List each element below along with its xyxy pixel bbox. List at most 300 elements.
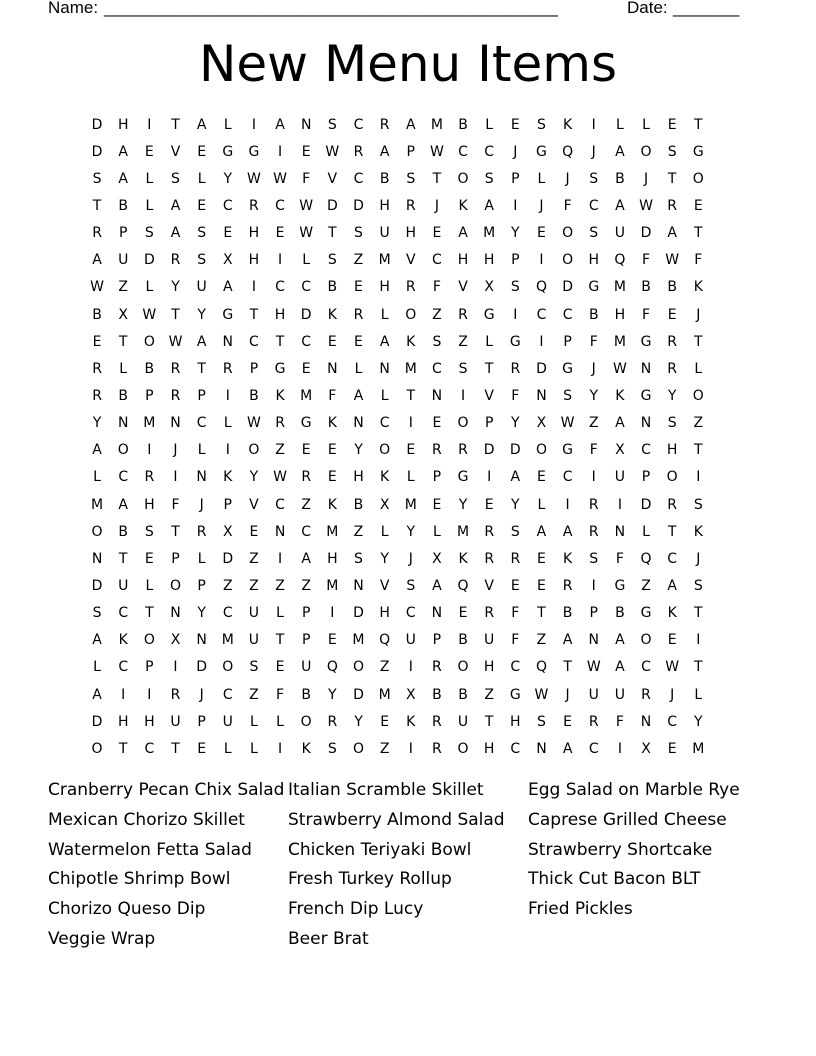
grid-letter: J (539, 197, 544, 214)
grid-letter: P (589, 605, 598, 622)
grid-letter: F (302, 170, 311, 187)
grid-letter: I (408, 659, 413, 676)
grid-letter: J (199, 496, 204, 513)
grid-letter: E (667, 632, 677, 649)
grid-letter: S (693, 577, 703, 594)
grid-letter: V (249, 496, 259, 513)
grid-letter: A (615, 632, 625, 649)
grid-letter: V (170, 143, 181, 160)
grid-letter: E (197, 740, 207, 757)
grid-letter: D (222, 550, 234, 567)
grid-letter: E (327, 469, 337, 486)
grid-letter: H (379, 605, 390, 622)
grid-letter: E (197, 143, 207, 160)
grid-letter: D (91, 713, 103, 730)
grid-letter: L (485, 116, 494, 133)
grid-letter: P (197, 713, 206, 730)
grid-letter: H (274, 306, 286, 323)
grid-letter: W (246, 170, 261, 187)
grid-letter: F (432, 279, 441, 296)
grid-letter: N (170, 605, 181, 622)
grid-letter: A (118, 496, 128, 513)
date-label: Date: (627, 0, 668, 17)
grid-letter: O (562, 225, 574, 242)
grid-letter: Q (326, 659, 338, 676)
grid-letter: L (250, 713, 258, 730)
grid-row (84, 138, 711, 165)
grid-letter: I (539, 252, 544, 269)
grid-letter: B (562, 605, 573, 622)
grid-letter: T (406, 387, 416, 404)
grid-letter: N (222, 333, 234, 350)
grid-letter: L (380, 306, 389, 323)
grid-letter: A (301, 550, 311, 567)
grid-letter: I (460, 387, 466, 404)
grid-letter: O (457, 740, 469, 757)
grid-letter: I (408, 415, 413, 432)
grid-letter: B (353, 496, 364, 513)
grid-letter: B (615, 605, 625, 622)
grid-letter: I (696, 632, 701, 649)
grid-letter: R (458, 442, 468, 459)
grid-letter: D (353, 605, 364, 622)
grid-letter: S (484, 170, 494, 187)
grid-letter: X (222, 523, 233, 540)
grid-letter: K (667, 605, 677, 622)
grid-letter: L (223, 740, 232, 757)
grid-letter: R (458, 306, 468, 323)
grid-letter: C (275, 496, 285, 513)
word-list-item: Thick Cut Bacon BLT (528, 869, 701, 890)
grid-letter: M (613, 333, 626, 350)
grid-letter: S (144, 225, 154, 242)
grid-letter: L (302, 252, 311, 269)
grid-letter: F (563, 197, 572, 214)
grid-letter: C (458, 143, 468, 160)
grid-letter: S (432, 333, 442, 350)
grid-letter: I (225, 387, 230, 404)
grid-letter: R (353, 306, 364, 323)
grid-letter: E (301, 143, 311, 160)
grid-letter: K (615, 387, 625, 404)
grid-letter: R (92, 225, 102, 242)
grid-letter: I (617, 740, 622, 757)
grid-letter: W (612, 360, 627, 377)
grid-letter: U (457, 713, 469, 730)
grid-letter: B (118, 523, 129, 540)
grid-letter: C (275, 279, 285, 296)
grid-row (84, 274, 711, 301)
grid-letter: F (276, 686, 285, 703)
word-list-item: Veggie Wrap (48, 928, 156, 949)
grid-letter: R (405, 197, 416, 214)
grid-letter: U (379, 225, 390, 242)
grid-row (84, 247, 711, 274)
grid-letter: D (562, 279, 573, 296)
grid-letter: E (563, 713, 573, 730)
grid-letter: R (510, 550, 521, 567)
grid-letter: X (170, 632, 181, 649)
grid-row (84, 627, 711, 654)
grid-letter: C (405, 605, 416, 622)
grid-letter: K (223, 469, 233, 486)
grid-letter: E (537, 469, 546, 486)
grid-letter: O (666, 469, 678, 486)
grid-letter: W (665, 659, 680, 676)
grid-letter: H (248, 252, 260, 269)
grid-letter: U (170, 713, 181, 730)
grid-letter: X (379, 496, 390, 513)
grid-letter: H (117, 713, 129, 730)
grid-letter: P (641, 469, 651, 486)
grid-letter: W (586, 659, 601, 676)
grid-letter: M (326, 523, 339, 540)
grid-letter: B (327, 279, 338, 296)
grid-letter: G (640, 333, 652, 350)
grid-letter: B (118, 387, 129, 404)
grid-letter: I (487, 469, 492, 486)
grid-letter: F (641, 306, 651, 323)
grid-letter: P (145, 659, 154, 676)
grid-letter: J (434, 197, 439, 214)
grid-letter: R (379, 116, 390, 133)
grid-letter: C (275, 197, 285, 214)
grid-letter: P (432, 632, 442, 649)
grid-letter: L (694, 360, 703, 377)
grid-letter: H (117, 116, 129, 133)
grid-letter: D (483, 442, 495, 459)
grid-letter: O (91, 523, 103, 540)
grid-letter: A (536, 523, 547, 540)
grid-row (84, 491, 711, 518)
grid-letter: Z (588, 415, 599, 432)
grid-letter: M (430, 116, 443, 133)
grid-letter: J (565, 686, 570, 703)
grid-letter: U (118, 252, 129, 269)
grid-letter: A (667, 577, 677, 594)
grid-letter: R (170, 360, 181, 377)
grid-row (84, 545, 711, 572)
grid-letter: S (510, 523, 520, 540)
grid-letter: O (405, 306, 417, 323)
grid-letter: O (457, 170, 469, 187)
grid-letter: Z (275, 442, 285, 459)
grid-letter: H (379, 279, 390, 296)
grid-letter: M (221, 632, 234, 649)
grid-letter: T (118, 550, 128, 567)
grid-letter: L (537, 496, 546, 513)
grid-letter: P (301, 632, 311, 649)
grid-letter: M (404, 496, 417, 513)
grid-letter: Y (223, 170, 233, 187)
grid-letter: R (588, 523, 599, 540)
grid-letter: Y (458, 496, 468, 513)
grid-letter: L (119, 360, 128, 377)
grid-letter: I (277, 550, 283, 567)
grid-letter: E (275, 659, 285, 676)
grid-letter: I (539, 333, 544, 350)
grid-letter: O (143, 632, 155, 649)
word-list-item: Fried Pickles (528, 899, 633, 920)
grid-letter: O (117, 442, 129, 459)
grid-letter: L (354, 360, 363, 377)
grid-letter: C (667, 550, 678, 567)
grid-letter: D (196, 659, 208, 676)
grid-letter: T (118, 740, 128, 757)
grid-letter: I (147, 442, 152, 459)
grid-letter: P (511, 170, 520, 187)
grid-letter: H (483, 740, 495, 757)
grid-letter: K (380, 469, 390, 486)
grid-letter: B (92, 306, 102, 323)
grid-letter: F (511, 387, 520, 404)
grid-letter: E (249, 523, 259, 540)
grid-letter: E (301, 360, 311, 377)
grid-letter: R (353, 143, 364, 160)
grid-letter: A (92, 686, 102, 703)
grid-letter: Z (353, 523, 364, 540)
grid-letter: D (91, 116, 103, 133)
grid-letter: O (222, 659, 234, 676)
grid-letter: H (510, 713, 521, 730)
word-list-item: Cranberry Pecan Chix Salad (48, 780, 285, 800)
grid-row (84, 328, 711, 355)
grid-letter: Z (222, 577, 233, 594)
grid-letter: T (694, 225, 703, 242)
grid-letter: C (144, 740, 155, 757)
grid-letter: E (537, 577, 546, 594)
grid-letter: A (92, 442, 102, 459)
grid-letter: N (588, 632, 599, 649)
grid-letter: B (615, 170, 625, 187)
grid-letter: I (513, 197, 518, 214)
grid-letter: E (327, 333, 337, 350)
grid-letter: O (457, 415, 469, 432)
grid-letter: I (147, 686, 152, 703)
grid-letter: C (301, 279, 312, 296)
grid-letter: H (483, 659, 495, 676)
grid-letter: I (565, 496, 570, 513)
grid-row (84, 654, 711, 681)
grid-letter: H (588, 252, 599, 269)
grid-letter: E (537, 225, 546, 242)
grid-letter: H (327, 550, 338, 567)
grid-row (84, 735, 711, 762)
grid-letter: R (92, 360, 102, 377)
grid-letter: T (171, 740, 180, 757)
grid-row (84, 600, 711, 627)
grid-letter: O (143, 333, 155, 350)
grid-letter: R (667, 197, 678, 214)
grid-letter: N (300, 116, 312, 133)
grid-letter: K (406, 333, 416, 350)
grid-row (84, 708, 711, 735)
grid-letter: G (509, 333, 521, 350)
grid-letter: S (197, 252, 207, 269)
grid-letter: C (562, 306, 573, 323)
grid-letter: G (457, 469, 469, 486)
grid-letter: T (694, 333, 703, 350)
grid-letter: S (327, 116, 337, 133)
grid-letter: A (196, 333, 207, 350)
grid-letter: E (301, 442, 311, 459)
grid-letter: M (692, 740, 705, 757)
grid-letter: X (615, 442, 625, 459)
grid-letter: R (588, 496, 599, 513)
grid-letter: G (248, 143, 260, 160)
grid-row (84, 355, 711, 382)
grid-letter: R (484, 523, 495, 540)
grid-letter: N (640, 415, 652, 432)
grid-letter: S (510, 279, 520, 296)
grid-letter: R (327, 713, 338, 730)
grid-letter: G (300, 415, 312, 432)
grid-letter: X (536, 415, 547, 432)
grid-letter: A (510, 469, 521, 486)
grid-letter: T (694, 116, 703, 133)
grid-letter: O (91, 740, 103, 757)
grid-letter: G (640, 387, 652, 404)
grid-letter: Y (511, 225, 520, 242)
grid-letter: S (406, 170, 416, 187)
grid-letter: Y (354, 442, 363, 459)
grid-row (84, 681, 711, 708)
grid-letter: P (301, 605, 311, 622)
grid-letter: T (563, 659, 572, 676)
grid-letter: A (353, 387, 364, 404)
grid-letter: L (642, 523, 650, 540)
grid-letter: H (379, 197, 390, 214)
grid-letter: W (246, 415, 261, 432)
grid-letter: L (537, 170, 546, 187)
grid-letter: N (353, 577, 364, 594)
grid-letter: U (196, 279, 207, 296)
grid-letter: M (378, 252, 391, 269)
grid-letter: C (118, 659, 129, 676)
word-column-3 (528, 776, 740, 925)
grid-letter: P (223, 496, 232, 513)
grid-letter: G (483, 306, 495, 323)
grid-letter: N (431, 605, 443, 622)
grid-letter: R (432, 740, 442, 757)
grid-letter: C (118, 469, 129, 486)
grid-letter: A (615, 143, 625, 160)
grid-letter: K (327, 306, 337, 323)
grid-letter: K (458, 197, 468, 214)
grid-letter: A (379, 333, 390, 350)
grid-letter: Z (693, 415, 704, 432)
grid-letter: P (197, 387, 206, 404)
grid-letter: L (145, 279, 154, 296)
grid-letter: R (92, 387, 102, 404)
grid-letter: E (484, 496, 494, 513)
grid-letter: C (196, 415, 207, 432)
grid-letter: M (326, 577, 339, 594)
grid-letter: G (640, 605, 652, 622)
grid-letter: D (91, 577, 103, 594)
grid-letter: N (274, 523, 286, 540)
grid-letter: I (277, 252, 283, 269)
grid-letter: N (170, 415, 181, 432)
grid-letter: C (484, 143, 495, 160)
grid-letter: M (300, 387, 313, 404)
grid-letter: J (173, 442, 178, 459)
grid-letter: E (510, 577, 520, 594)
name-label: Name: (48, 0, 99, 17)
grid-letter: V (484, 577, 494, 594)
grid-letter: C (562, 469, 573, 486)
grid-letter: E (144, 143, 154, 160)
grid-letter: U (588, 686, 599, 703)
grid-letter: R (432, 442, 442, 459)
grid-letter: F (615, 713, 624, 730)
grid-letter: H (144, 496, 155, 513)
grid-letter: T (432, 170, 442, 187)
grid-letter: A (562, 740, 573, 757)
grid-letter: T (537, 605, 546, 622)
grid-letter: A (405, 116, 416, 133)
grid-letter: Q (535, 659, 547, 676)
word-list-item: Watermelon Fetta Salad (48, 839, 252, 860)
grid-letter: E (432, 415, 442, 432)
grid-letter: N (117, 415, 129, 432)
grid-letter: Z (379, 740, 390, 757)
grid-letter: N (614, 523, 626, 540)
grid-letter: W (299, 197, 314, 214)
grid-letter: E (667, 116, 677, 133)
grid-letter: E (537, 550, 546, 567)
grid-letter: H (483, 252, 495, 269)
grid-letter: L (485, 333, 494, 350)
grid-letter: C (510, 659, 521, 676)
grid-letter: Z (249, 577, 259, 594)
grid-letter: Z (432, 306, 442, 323)
grid-letter: C (353, 116, 364, 133)
grid-letter: T (171, 523, 180, 540)
grid-letter: P (118, 225, 128, 242)
grid-letter: A (379, 143, 390, 160)
grid-letter: Y (197, 306, 206, 323)
grid-letter: U (484, 632, 495, 649)
grid-letter: O (300, 713, 312, 730)
grid-letter: L (223, 415, 232, 432)
grid-letter: J (591, 143, 596, 160)
grid-letter: U (118, 577, 129, 594)
grid-letter: W (665, 252, 680, 269)
grid-letter: R (484, 605, 495, 622)
grid-letter: S (406, 577, 416, 594)
grid-letter: B (641, 279, 651, 296)
grid-letter: A (562, 523, 573, 540)
grid-letter: K (693, 279, 703, 296)
grid-letter: S (589, 225, 599, 242)
grid-letter: L (276, 713, 284, 730)
grid-letter: E (510, 116, 520, 133)
grid-letter: E (432, 225, 442, 242)
grid-letter: P (145, 387, 154, 404)
grid-letter: H (405, 225, 417, 242)
grid-letter: M (613, 279, 626, 296)
grid-letter: U (405, 632, 416, 649)
grid-letter: W (325, 143, 340, 160)
grid-letter: T (171, 116, 180, 133)
grid-letter: S (589, 170, 599, 187)
grid-letter: S (563, 387, 573, 404)
grid-letter: R (432, 713, 442, 730)
grid-letter: E (693, 197, 703, 214)
grid-letter: Z (301, 496, 311, 513)
grid-letter: L (694, 686, 703, 703)
